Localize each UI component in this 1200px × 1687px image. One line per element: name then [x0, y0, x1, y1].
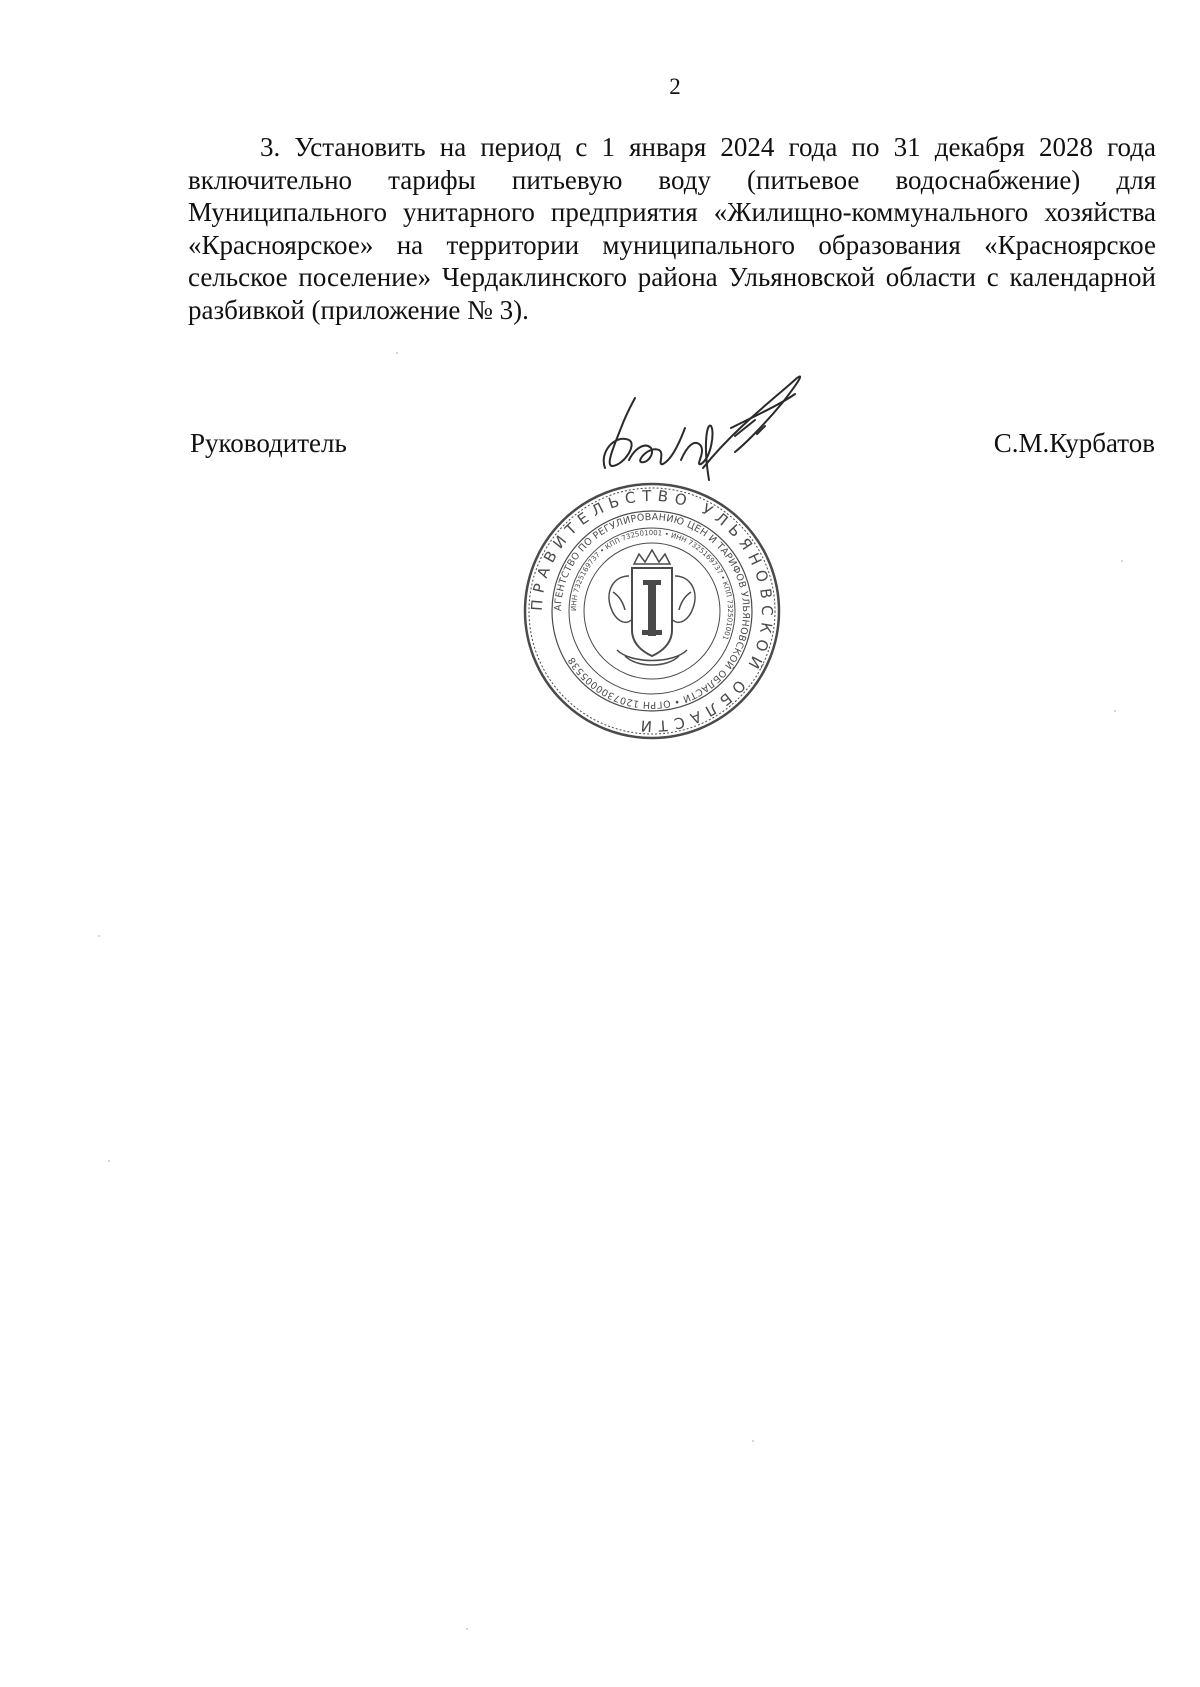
- scan-speck: [1114, 710, 1116, 712]
- page-number: 2: [669, 74, 681, 99]
- scan-speck: [1121, 560, 1123, 562]
- signatory-name: С.М.Курбатов: [993, 428, 1155, 458]
- scan-speck: [466, 1628, 468, 1630]
- scan-speck: [108, 1160, 110, 1162]
- scan-speck: [98, 935, 100, 937]
- coat-of-arms-icon: [609, 550, 695, 665]
- seal-middle-text: АГЕНТСТВО ПО РЕГУЛИРОВАНИЮ ЦЕН И ТАРИФОВ УЛЬЯНОВСКОЙ ОБЛАСТИ • ОГРН 1207300005538: [552, 511, 752, 711]
- seal-inner-text: ИНН 7325169737 • КПП 732501001 • ИНН 7325169737 • КПП 732501001: [569, 528, 735, 642]
- paragraph-3: 3. Установить на период с 1 января 2024 года по 31 декабря 2028 года включительно тарифы питьевую воду (питьевое водоснабжение) для Муниципального унитарного предприятия «Жилищно-коммунального хозяйства «Красноярское» на территории муниципального образования «Красноярское сельское поселение» Чердаклинского района Ульяновской области с календарной разбивкой (приложение № 3).: [188, 132, 1156, 325]
- signatory-title: Руководитель: [190, 428, 347, 458]
- scan-speck: [752, 1440, 754, 1442]
- scan-speck: [396, 352, 398, 354]
- official-seal: [521, 480, 783, 742]
- seal-outer-text: ПРАВИТЕЛЬСТВО УЛЬЯНОВСКОЙ ОБЛАСТИ: [527, 486, 777, 736]
- handwritten-signature: [585, 368, 875, 498]
